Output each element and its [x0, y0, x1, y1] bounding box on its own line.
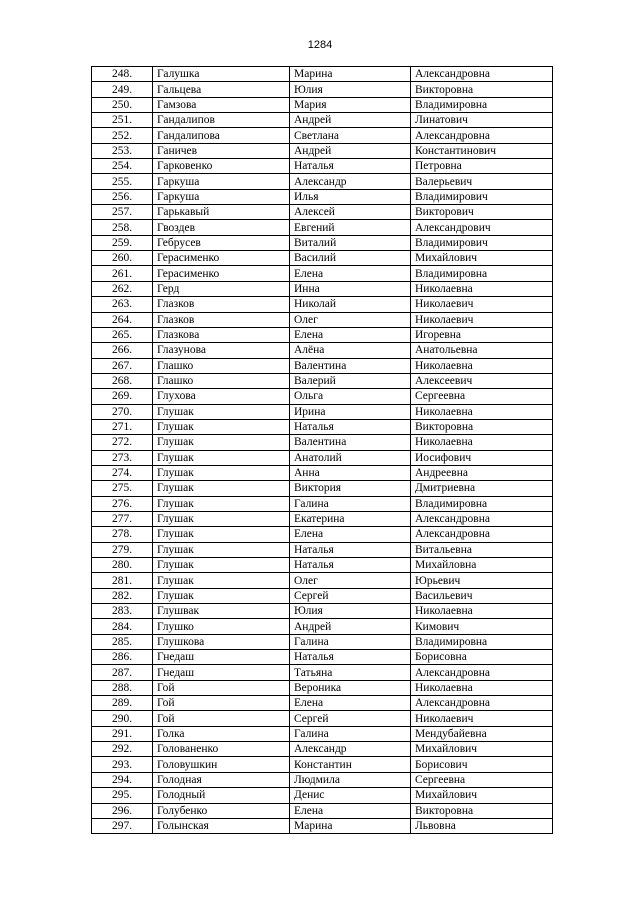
surname-cell: Глушак: [153, 573, 290, 588]
patronymic-cell: Мендубайевна: [411, 726, 553, 741]
first-name-cell: Виктория: [290, 481, 411, 496]
row-number-cell: 260.: [92, 251, 153, 266]
surname-cell: Голубенко: [153, 803, 290, 818]
table-row: [92, 159, 553, 174]
first-name-cell: Сергей: [290, 588, 411, 603]
first-name-cell: Олег: [290, 573, 411, 588]
surname-cell: Гнедаш: [153, 650, 290, 665]
first-name-cell: Анна: [290, 465, 411, 480]
surname-cell: Головушкин: [153, 757, 290, 772]
row-number-cell: 293.: [92, 757, 153, 772]
first-name-cell: Наталья: [290, 159, 411, 174]
patronymic-cell: Игоревна: [411, 327, 553, 342]
surname-cell: Гальцева: [153, 82, 290, 97]
first-name-cell: Андрей: [290, 143, 411, 158]
row-number-cell: 259.: [92, 235, 153, 250]
table-row: [92, 97, 553, 112]
row-number-cell: 290.: [92, 711, 153, 726]
surname-cell: Глушак: [153, 588, 290, 603]
first-name-cell: Наталья: [290, 558, 411, 573]
patronymic-cell: Викторовна: [411, 82, 553, 97]
table-row: [92, 358, 553, 373]
table-row: [92, 82, 553, 97]
patronymic-cell: Сергеевна: [411, 772, 553, 787]
table-row: [92, 757, 553, 772]
table-row: [92, 650, 553, 665]
first-name-cell: Александр: [290, 742, 411, 757]
row-number-cell: 289.: [92, 696, 153, 711]
first-name-cell: Денис: [290, 788, 411, 803]
first-name-cell: Елена: [290, 803, 411, 818]
first-name-cell: Алёна: [290, 343, 411, 358]
table-row: [92, 558, 553, 573]
surname-cell: Глазунова: [153, 343, 290, 358]
first-name-cell: Андрей: [290, 619, 411, 634]
surname-cell: Гаркуша: [153, 174, 290, 189]
surname-cell: Глушак: [153, 542, 290, 557]
surname-cell: Глушак: [153, 511, 290, 526]
row-number-cell: 251.: [92, 113, 153, 128]
table-row: [92, 803, 553, 818]
row-number-cell: 256.: [92, 189, 153, 204]
patronymic-cell: Витальевна: [411, 542, 553, 557]
first-name-cell: Евгений: [290, 220, 411, 235]
surname-cell: Гандалипова: [153, 128, 290, 143]
table-row: [92, 465, 553, 480]
patronymic-cell: Александровна: [411, 67, 553, 82]
first-name-cell: Юлия: [290, 604, 411, 619]
surname-cell: Гнедаш: [153, 665, 290, 680]
row-number-cell: 269.: [92, 389, 153, 404]
first-name-cell: Сергей: [290, 711, 411, 726]
first-name-cell: Юлия: [290, 82, 411, 97]
row-number-cell: 253.: [92, 143, 153, 158]
table-row: [92, 665, 553, 680]
surname-cell: Гамзова: [153, 97, 290, 112]
patronymic-cell: Николаевич: [411, 312, 553, 327]
table-row: [92, 619, 553, 634]
first-name-cell: Василий: [290, 251, 411, 266]
table-row: [92, 511, 553, 526]
surname-cell: Голка: [153, 726, 290, 741]
surname-cell: Глушак: [153, 435, 290, 450]
surname-cell: Гебрусев: [153, 235, 290, 250]
first-name-cell: Елена: [290, 266, 411, 281]
patronymic-cell: Викторовна: [411, 803, 553, 818]
row-number-cell: 285.: [92, 634, 153, 649]
surname-cell: Глушкова: [153, 634, 290, 649]
table-row: [92, 419, 553, 434]
first-name-cell: Ольга: [290, 389, 411, 404]
surname-cell: Голованенко: [153, 742, 290, 757]
patronymic-cell: Валерьевич: [411, 174, 553, 189]
patronymic-cell: Борисович: [411, 757, 553, 772]
table-row: [92, 67, 553, 82]
patronymic-cell: Викторович: [411, 205, 553, 220]
table-row: [92, 297, 553, 312]
roster-table: [91, 66, 553, 834]
table-row: [92, 696, 553, 711]
row-number-cell: 276.: [92, 496, 153, 511]
patronymic-cell: Николаевна: [411, 435, 553, 450]
patronymic-cell: Петровна: [411, 159, 553, 174]
patronymic-cell: Александровна: [411, 696, 553, 711]
patronymic-cell: Васильевич: [411, 588, 553, 603]
table-row: [92, 113, 553, 128]
first-name-cell: Анатолий: [290, 450, 411, 465]
patronymic-cell: Александровна: [411, 665, 553, 680]
surname-cell: Гой: [153, 680, 290, 695]
surname-cell: Глашко: [153, 358, 290, 373]
surname-cell: Глушак: [153, 481, 290, 496]
table-row: [92, 527, 553, 542]
table-row: [92, 496, 553, 511]
patronymic-cell: Михайлович: [411, 788, 553, 803]
table-row: [92, 220, 553, 235]
first-name-cell: Николай: [290, 297, 411, 312]
first-name-cell: Валентина: [290, 435, 411, 450]
table-row: [92, 481, 553, 496]
row-number-cell: 274.: [92, 465, 153, 480]
row-number-cell: 257.: [92, 205, 153, 220]
row-number-cell: 249.: [92, 82, 153, 97]
surname-cell: Гой: [153, 696, 290, 711]
patronymic-cell: Александровна: [411, 527, 553, 542]
first-name-cell: Ирина: [290, 404, 411, 419]
patronymic-cell: Александровна: [411, 511, 553, 526]
row-number-cell: 275.: [92, 481, 153, 496]
table-row: [92, 343, 553, 358]
first-name-cell: Елена: [290, 327, 411, 342]
table-row: [92, 711, 553, 726]
patronymic-cell: Львовна: [411, 818, 553, 833]
table-row: [92, 281, 553, 296]
surname-cell: Ганичев: [153, 143, 290, 158]
row-number-cell: 273.: [92, 450, 153, 465]
table-row: [92, 205, 553, 220]
first-name-cell: Константин: [290, 757, 411, 772]
patronymic-cell: Михайлович: [411, 251, 553, 266]
surname-cell: Глухова: [153, 389, 290, 404]
patronymic-cell: Андреевна: [411, 465, 553, 480]
first-name-cell: Виталий: [290, 235, 411, 250]
row-number-cell: 268.: [92, 373, 153, 388]
surname-cell: Гвоздев: [153, 220, 290, 235]
table-row: [92, 772, 553, 787]
patronymic-cell: Владимировна: [411, 634, 553, 649]
surname-cell: Голынская: [153, 818, 290, 833]
patronymic-cell: Борисовна: [411, 650, 553, 665]
table-row: [92, 588, 553, 603]
patronymic-cell: Николаевич: [411, 297, 553, 312]
patronymic-cell: Александрович: [411, 220, 553, 235]
first-name-cell: Мария: [290, 97, 411, 112]
first-name-cell: Татьяна: [290, 665, 411, 680]
surname-cell: Глушак: [153, 496, 290, 511]
table-row: [92, 266, 553, 281]
surname-cell: Глушак: [153, 527, 290, 542]
first-name-cell: Галина: [290, 634, 411, 649]
surname-cell: Глазкова: [153, 327, 290, 342]
surname-cell: Гой: [153, 711, 290, 726]
first-name-cell: Илья: [290, 189, 411, 204]
table-row: [92, 373, 553, 388]
table-row: [92, 189, 553, 204]
row-number-cell: 271.: [92, 419, 153, 434]
row-number-cell: 288.: [92, 680, 153, 695]
patronymic-cell: Владимировна: [411, 266, 553, 281]
surname-cell: Глушак: [153, 558, 290, 573]
table-row: [92, 742, 553, 757]
row-number-cell: 266.: [92, 343, 153, 358]
first-name-cell: Марина: [290, 818, 411, 833]
row-number-cell: 292.: [92, 742, 153, 757]
row-number-cell: 270.: [92, 404, 153, 419]
table-row: [92, 404, 553, 419]
first-name-cell: Екатерина: [290, 511, 411, 526]
row-number-cell: 263.: [92, 297, 153, 312]
surname-cell: Глушвак: [153, 604, 290, 619]
surname-cell: Глушак: [153, 465, 290, 480]
first-name-cell: Елена: [290, 527, 411, 542]
first-name-cell: Галина: [290, 726, 411, 741]
row-number-cell: 248.: [92, 67, 153, 82]
first-name-cell: Андрей: [290, 113, 411, 128]
first-name-cell: Наталья: [290, 542, 411, 557]
row-number-cell: 264.: [92, 312, 153, 327]
first-name-cell: Олег: [290, 312, 411, 327]
row-number-cell: 283.: [92, 604, 153, 619]
patronymic-cell: Дмитриевна: [411, 481, 553, 496]
row-number-cell: 297.: [92, 818, 153, 833]
first-name-cell: Елена: [290, 696, 411, 711]
patronymic-cell: Николаевна: [411, 281, 553, 296]
patronymic-cell: Алексеевич: [411, 373, 553, 388]
surname-cell: Герд: [153, 281, 290, 296]
first-name-cell: Вероника: [290, 680, 411, 695]
patronymic-cell: Владимирович: [411, 235, 553, 250]
table-row: [92, 143, 553, 158]
table-row: [92, 312, 553, 327]
row-number-cell: 296.: [92, 803, 153, 818]
table-row: [92, 450, 553, 465]
row-number-cell: 252.: [92, 128, 153, 143]
table-row: [92, 604, 553, 619]
table-row: [92, 634, 553, 649]
row-number-cell: 280.: [92, 558, 153, 573]
first-name-cell: Марина: [290, 67, 411, 82]
first-name-cell: Светлана: [290, 128, 411, 143]
surname-cell: Глашко: [153, 373, 290, 388]
row-number-cell: 272.: [92, 435, 153, 450]
first-name-cell: Валерий: [290, 373, 411, 388]
surname-cell: Гаркуша: [153, 189, 290, 204]
row-number-cell: 277.: [92, 511, 153, 526]
first-name-cell: Валентина: [290, 358, 411, 373]
row-number-cell: 286.: [92, 650, 153, 665]
row-number-cell: 262.: [92, 281, 153, 296]
row-number-cell: 279.: [92, 542, 153, 557]
table-row: [92, 128, 553, 143]
patronymic-cell: Сергеевна: [411, 389, 553, 404]
table-row: [92, 235, 553, 250]
first-name-cell: Наталья: [290, 419, 411, 434]
row-number-cell: 261.: [92, 266, 153, 281]
surname-cell: Глазков: [153, 312, 290, 327]
surname-cell: Герасименко: [153, 251, 290, 266]
first-name-cell: Наталья: [290, 650, 411, 665]
table-row: [92, 680, 553, 695]
row-number-cell: 254.: [92, 159, 153, 174]
surname-cell: Гандалипов: [153, 113, 290, 128]
patronymic-cell: Владимировна: [411, 97, 553, 112]
surname-cell: Голодная: [153, 772, 290, 787]
table-row: [92, 573, 553, 588]
patronymic-cell: Константинович: [411, 143, 553, 158]
first-name-cell: Александр: [290, 174, 411, 189]
row-number-cell: 278.: [92, 527, 153, 542]
row-number-cell: 284.: [92, 619, 153, 634]
patronymic-cell: Линатович: [411, 113, 553, 128]
surname-cell: Герасименко: [153, 266, 290, 281]
row-number-cell: 282.: [92, 588, 153, 603]
table-row: [92, 174, 553, 189]
row-number-cell: 267.: [92, 358, 153, 373]
surname-cell: Глазков: [153, 297, 290, 312]
table-row: [92, 327, 553, 342]
table-row: [92, 542, 553, 557]
patronymic-cell: Владимировна: [411, 496, 553, 511]
patronymic-cell: Николаевич: [411, 711, 553, 726]
patronymic-cell: Юрьевич: [411, 573, 553, 588]
row-number-cell: 258.: [92, 220, 153, 235]
patronymic-cell: Михайловна: [411, 558, 553, 573]
page-number: 1284: [307, 39, 333, 51]
row-number-cell: 250.: [92, 97, 153, 112]
table-row: [92, 726, 553, 741]
surname-cell: Гарковенко: [153, 159, 290, 174]
table-row: [92, 435, 553, 450]
row-number-cell: 291.: [92, 726, 153, 741]
roster-table-body: [92, 67, 553, 834]
row-number-cell: 295.: [92, 788, 153, 803]
row-number-cell: 294.: [92, 772, 153, 787]
patronymic-cell: Иосифович: [411, 450, 553, 465]
surname-cell: Голодный: [153, 788, 290, 803]
patronymic-cell: Николаевна: [411, 604, 553, 619]
surname-cell: Гарькавый: [153, 205, 290, 220]
table-row: [92, 788, 553, 803]
patronymic-cell: Анатольевна: [411, 343, 553, 358]
patronymic-cell: Николаевна: [411, 680, 553, 695]
first-name-cell: Людмила: [290, 772, 411, 787]
surname-cell: Глушак: [153, 404, 290, 419]
patronymic-cell: Александровна: [411, 128, 553, 143]
patronymic-cell: Николаевна: [411, 358, 553, 373]
surname-cell: Галушка: [153, 67, 290, 82]
first-name-cell: Алексей: [290, 205, 411, 220]
row-number-cell: 265.: [92, 327, 153, 342]
patronymic-cell: Викторовна: [411, 419, 553, 434]
surname-cell: Глушак: [153, 450, 290, 465]
table-row: [92, 818, 553, 833]
row-number-cell: 255.: [92, 174, 153, 189]
table-row: [92, 389, 553, 404]
first-name-cell: Галина: [290, 496, 411, 511]
patronymic-cell: Михайлович: [411, 742, 553, 757]
first-name-cell: Инна: [290, 281, 411, 296]
row-number-cell: 287.: [92, 665, 153, 680]
row-number-cell: 281.: [92, 573, 153, 588]
patronymic-cell: Кимович: [411, 619, 553, 634]
surname-cell: Глушко: [153, 619, 290, 634]
table-row: [92, 251, 553, 266]
patronymic-cell: Владимирович: [411, 189, 553, 204]
surname-cell: Глушак: [153, 419, 290, 434]
patronymic-cell: Николаевна: [411, 404, 553, 419]
